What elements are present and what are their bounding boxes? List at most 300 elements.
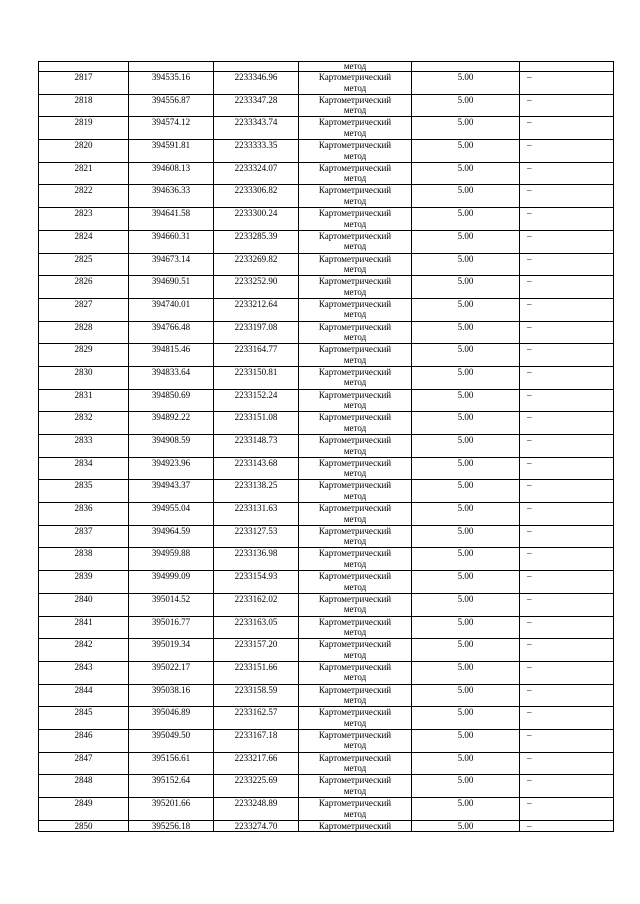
method-line-1: Картометрический: [318, 253, 392, 264]
cell-method: [299, 321, 412, 344]
cell-x: 394943.37: [129, 480, 214, 503]
table-row: [39, 72, 614, 95]
cell-y: 2233212.64: [214, 298, 299, 321]
method-line-1: Картометрический: [318, 548, 392, 559]
cell-note: –: [520, 503, 614, 526]
method-line-1: Картометрический: [318, 798, 392, 808]
cell-note: –: [520, 389, 614, 412]
method-line-1: Картометрический: [318, 72, 392, 82]
cell-y: 2233248.89: [214, 798, 299, 821]
method-line-2: метод: [343, 309, 367, 320]
cell-y: 2233127.53: [214, 525, 299, 548]
cell-y: 2233285.39: [214, 230, 299, 253]
method-line-2: метод: [343, 558, 367, 569]
cell-x: 395152.64: [129, 775, 214, 798]
table-row: [39, 616, 614, 639]
cell-y: 2233269.82: [214, 253, 299, 276]
cell-y: 2233162.57: [214, 707, 299, 730]
cell-accuracy: 5.00: [412, 253, 520, 276]
cell-note: –: [520, 412, 614, 435]
table-row: [39, 752, 614, 775]
cell-x: 395022.17: [129, 661, 214, 684]
cell-x: 394999.09: [129, 571, 214, 594]
cell-x: 395038.16: [129, 684, 214, 707]
cell-y: 2233252.90: [214, 276, 299, 299]
table-row: [39, 162, 614, 185]
table-row: [39, 412, 614, 435]
method-line-2: метод: [343, 627, 367, 637]
cell-id: 2820: [39, 140, 129, 163]
method-line-2: метод: [343, 150, 367, 161]
cell-accuracy: 5.00: [412, 366, 520, 389]
cell-accuracy: 5.00: [412, 593, 520, 616]
cell-accuracy: 5.00: [412, 389, 520, 412]
cell-id: 2844: [39, 684, 129, 707]
cell-accuracy: 5.00: [412, 457, 520, 480]
cell-id: 2827: [39, 298, 129, 321]
cell-accuracy: 5.00: [412, 752, 520, 775]
table-row: [39, 571, 614, 594]
cell-note: –: [520, 616, 614, 639]
table-row: [39, 117, 614, 140]
cell-method: [299, 798, 412, 821]
method-line-1: Картометрический: [318, 230, 392, 241]
cell-id: 2826: [39, 276, 129, 299]
cell-y: 2233333.35: [214, 140, 299, 163]
cell-note: –: [520, 548, 614, 571]
method-line-2: метод: [343, 127, 367, 138]
cell-note: –: [520, 593, 614, 616]
cell-y: 2233143.68: [214, 457, 299, 480]
cell-accuracy: 5.00: [412, 321, 520, 344]
cell-note: –: [520, 276, 614, 299]
method-line-2: метод: [343, 82, 367, 93]
table-row: [39, 775, 614, 798]
method-line-2: метод: [343, 354, 367, 365]
cell-x: 394636.33: [129, 185, 214, 208]
cell-x: 394641.58: [129, 208, 214, 231]
table-row: [39, 684, 614, 707]
cell-y: 2233148.73: [214, 435, 299, 458]
cell-note: –: [520, 72, 614, 95]
cell-y: 2233197.08: [214, 321, 299, 344]
cell-x: 394892.22: [129, 412, 214, 435]
cell-accuracy: 5.00: [412, 435, 520, 458]
cell-method: [299, 503, 412, 526]
method-line-2: метод: [343, 536, 367, 547]
method-line-1: Картометрический: [318, 593, 392, 604]
method-line-2: метод: [343, 785, 367, 796]
cell-id: 2830: [39, 366, 129, 389]
cell-y: 2233324.07: [214, 162, 299, 185]
table-row: [39, 298, 614, 321]
cell-method: [299, 684, 412, 707]
method-line-2: метод: [343, 422, 367, 433]
table-row: [39, 185, 614, 208]
cell-accuracy: 5.00: [412, 185, 520, 208]
cell-accuracy: 5.00: [412, 820, 520, 831]
cell-x: 394608.13: [129, 162, 214, 185]
cell-y: 2233152.24: [214, 389, 299, 412]
cell-method: [299, 729, 412, 752]
cell-note: –: [520, 344, 614, 367]
continuation-row: [39, 62, 614, 72]
cell-id: 2833: [39, 435, 129, 458]
cell-method: [299, 140, 412, 163]
cell-x: 394591.81: [129, 140, 214, 163]
cell-x: 394766.48: [129, 321, 214, 344]
table-row: [39, 503, 614, 526]
cell-x: 394690.51: [129, 276, 214, 299]
cell-accuracy: 5.00: [412, 616, 520, 639]
table-row: [39, 435, 614, 458]
cell-id: 2839: [39, 571, 129, 594]
table-row: [39, 480, 614, 503]
cell-method: [299, 162, 412, 185]
cell-y: 2233158.59: [214, 684, 299, 707]
method-line-2: метод: [343, 740, 367, 751]
method-line-1: Картометрический: [318, 94, 392, 105]
cell-method: [299, 298, 412, 321]
method-line-1: Картометрический: [318, 208, 392, 219]
cell-x: 394673.14: [129, 253, 214, 276]
cell-method: [299, 752, 412, 775]
cell-method: [299, 435, 412, 458]
cell-accuracy: 5.00: [412, 276, 520, 299]
cell-x: [129, 62, 214, 72]
cell-method: [299, 344, 412, 367]
method-line-1: Картометрический: [318, 752, 392, 763]
method-line-1: Картометрический: [318, 344, 392, 355]
cell-method: [299, 525, 412, 548]
cell-note: –: [520, 162, 614, 185]
cell-method: метод: [299, 62, 412, 72]
cell-id: 2824: [39, 230, 129, 253]
table-row: [39, 820, 614, 831]
cell-method: [299, 548, 412, 571]
cell-id: 2847: [39, 752, 129, 775]
cell-x: 395016.77: [129, 616, 214, 639]
cell-y: 2233136.98: [214, 548, 299, 571]
method-line-2: метод: [343, 717, 367, 728]
cell-note: –: [520, 729, 614, 752]
cell-id: 2831: [39, 389, 129, 412]
cell-id: 2846: [39, 729, 129, 752]
cell-x: 395156.61: [129, 752, 214, 775]
cell-x: 395019.34: [129, 639, 214, 662]
table-row: [39, 208, 614, 231]
coordinates-table: [38, 61, 614, 832]
cell-x: 394923.96: [129, 457, 214, 480]
method-line-1: Картометрический: [318, 276, 392, 287]
method-line-2: метод: [343, 264, 367, 274]
cell-x: 394556.87: [129, 94, 214, 117]
method-line-2: метод: [343, 173, 367, 184]
cell-id: 2819: [39, 117, 129, 140]
method-line-1: Картометрический: [318, 503, 392, 514]
cell-note: –: [520, 661, 614, 684]
cell-note: –: [520, 208, 614, 231]
cell-id: 2822: [39, 185, 129, 208]
cell-y: 2233154.93: [214, 571, 299, 594]
cell-x: 394740.01: [129, 298, 214, 321]
cell-note: –: [520, 94, 614, 117]
cell-id: 2836: [39, 503, 129, 526]
cell-method: [299, 661, 412, 684]
cell-x: 395014.52: [129, 593, 214, 616]
cell-method: [299, 366, 412, 389]
cell-x: 395046.89: [129, 707, 214, 730]
cell-id: 2832: [39, 412, 129, 435]
cell-accuracy: 5.00: [412, 72, 520, 95]
method-line-2: метод: [343, 377, 367, 388]
cell-method: [299, 593, 412, 616]
cell-note: –: [520, 571, 614, 594]
cell-x: 395256.18: [129, 820, 214, 831]
method-line-1: Картометрический: [318, 525, 392, 536]
table-row: [39, 729, 614, 752]
cell-accuracy: 5.00: [412, 298, 520, 321]
method-line-1: Картометрический: [318, 571, 392, 582]
cell-method: [299, 775, 412, 798]
cell-note: –: [520, 140, 614, 163]
method-line-2: метод: [343, 400, 367, 411]
cell-note: –: [520, 185, 614, 208]
cell-method: [299, 276, 412, 299]
table-row: [39, 548, 614, 571]
cell-id: 2817: [39, 72, 129, 95]
cell-note: –: [520, 321, 614, 344]
cell-note: –: [520, 752, 614, 775]
method-line-1: Картометрический: [318, 661, 392, 672]
cell-method: [299, 571, 412, 594]
method-line-2: метод: [343, 195, 367, 206]
method-line-1: Картометрический: [318, 117, 392, 128]
cell-y: 2233167.18: [214, 729, 299, 752]
table-row: [39, 798, 614, 821]
cell-y: 2233131.63: [214, 503, 299, 526]
cell-method: [299, 457, 412, 480]
cell-y: 2233300.24: [214, 208, 299, 231]
table-row: [39, 457, 614, 480]
method-line-2: метод: [343, 581, 367, 592]
cell-note: –: [520, 298, 614, 321]
method-line-1: Картометрический: [318, 616, 392, 627]
cell-note: –: [520, 798, 614, 821]
method-line-2: метод: [343, 445, 367, 456]
cell-note: –: [520, 457, 614, 480]
cell-accuracy: 5.00: [412, 140, 520, 163]
method-line-2: метод: [343, 604, 367, 615]
method-line-1: Картометрический: [318, 298, 392, 309]
table-row: [39, 321, 614, 344]
table-row: [39, 230, 614, 253]
cell-y: 2233343.74: [214, 117, 299, 140]
table-row: [39, 276, 614, 299]
cell-x: 394964.59: [129, 525, 214, 548]
cell-id: 2835: [39, 480, 129, 503]
cell-id: 2834: [39, 457, 129, 480]
cell-method: [299, 185, 412, 208]
cell-method: [299, 707, 412, 730]
cell-method: [299, 117, 412, 140]
method-line-1: Картометрический: [318, 435, 392, 445]
method-line-2: метод: [343, 695, 367, 706]
table-row: [39, 707, 614, 730]
cell-id: 2848: [39, 775, 129, 798]
cell-id: 2818: [39, 94, 129, 117]
cell-accuracy: 5.00: [412, 162, 520, 185]
cell-note: –: [520, 525, 614, 548]
cell-x: 394850.69: [129, 389, 214, 412]
cell-x: 394574.12: [129, 117, 214, 140]
cell-accuracy: 5.00: [412, 639, 520, 662]
cell-y: 2233347.28: [214, 94, 299, 117]
cell-x: 395201.66: [129, 798, 214, 821]
cell-note: –: [520, 117, 614, 140]
cell-accuracy: 5.00: [412, 503, 520, 526]
cell-x: 394959.88: [129, 548, 214, 571]
method-line-2: метод: [343, 672, 367, 683]
cell-method: [299, 208, 412, 231]
cell-method: [299, 230, 412, 253]
method-line-1: Картометрический: [318, 639, 392, 650]
cell-method: [299, 72, 412, 95]
method-line-1: Картометрический: [318, 707, 392, 718]
cell-id: 2829: [39, 344, 129, 367]
method-line-1: Картометрический: [318, 729, 392, 740]
cell-id: 2823: [39, 208, 129, 231]
cell-note: –: [520, 684, 614, 707]
cell-note: [520, 62, 614, 72]
cell-accuracy: [412, 62, 520, 72]
cell-x: 394908.59: [129, 435, 214, 458]
cell-y: 2233217.66: [214, 752, 299, 775]
table-row: [39, 253, 614, 276]
method-line-1: Картометрический: [318, 185, 392, 196]
cell-x: 394660.31: [129, 230, 214, 253]
cell-id: 2849: [39, 798, 129, 821]
cell-id: 2841: [39, 616, 129, 639]
cell-accuracy: 5.00: [412, 208, 520, 231]
method-line-1: Картометрический: [318, 457, 392, 468]
cell-accuracy: 5.00: [412, 117, 520, 140]
cell-id: 2838: [39, 548, 129, 571]
table-row: [39, 389, 614, 412]
cell-y: 2233274.70: [214, 820, 299, 831]
table-row: [39, 94, 614, 117]
cell-accuracy: 5.00: [412, 571, 520, 594]
table-row: [39, 140, 614, 163]
cell-method: [299, 480, 412, 503]
cell-method: [299, 389, 412, 412]
method-line-2: метод: [343, 763, 367, 774]
cell-note: –: [520, 253, 614, 276]
cell-x: 394955.04: [129, 503, 214, 526]
cell-id: 2840: [39, 593, 129, 616]
cell-accuracy: 5.00: [412, 729, 520, 752]
table-row: [39, 639, 614, 662]
method-line-1: Картометрический: [318, 480, 392, 491]
cell-id: 2845: [39, 707, 129, 730]
cell-method: [299, 412, 412, 435]
cell-accuracy: 5.00: [412, 661, 520, 684]
cell-y: 2233346.96: [214, 72, 299, 95]
cell-y: 2233225.69: [214, 775, 299, 798]
cell-id: 2837: [39, 525, 129, 548]
cell-method: [299, 639, 412, 662]
cell-note: –: [520, 707, 614, 730]
cell-accuracy: 5.00: [412, 480, 520, 503]
table-row: [39, 593, 614, 616]
cell-id: [39, 62, 129, 72]
cell-note: –: [520, 366, 614, 389]
cell-id: 2821: [39, 162, 129, 185]
cell-accuracy: 5.00: [412, 525, 520, 548]
cell-accuracy: 5.00: [412, 344, 520, 367]
cell-y: 2233151.08: [214, 412, 299, 435]
method-line-2: метод: [343, 105, 367, 116]
method-line-1: Картометрический: [318, 140, 392, 151]
method-line-2: метод: [343, 286, 367, 297]
method-line-2: метод: [343, 513, 367, 524]
cell-y: 2233151.66: [214, 661, 299, 684]
table-row: [39, 366, 614, 389]
cell-method: [299, 253, 412, 276]
method-line-2: метод: [343, 490, 367, 501]
cell-note: –: [520, 480, 614, 503]
method-line-2: метод: [343, 649, 367, 660]
cell-y: 2233138.25: [214, 480, 299, 503]
cell-x: 394833.64: [129, 366, 214, 389]
table-row: [39, 525, 614, 548]
method-line-1: Картометрический: [318, 389, 392, 400]
cell-id: 2828: [39, 321, 129, 344]
cell-note: –: [520, 775, 614, 798]
method-line-1: Картометрический: [318, 412, 392, 423]
table-row: [39, 344, 614, 367]
method-line-1: Картометрический: [318, 162, 392, 173]
method-line-2: метод: [343, 332, 367, 343]
cell-y: 2233306.82: [214, 185, 299, 208]
cell-id: 2850: [39, 820, 129, 831]
cell-note: –: [520, 820, 614, 831]
cell-accuracy: 5.00: [412, 707, 520, 730]
cell-accuracy: 5.00: [412, 775, 520, 798]
table-row: [39, 661, 614, 684]
method-line-2: метод: [343, 808, 367, 819]
cell-id: 2843: [39, 661, 129, 684]
cell-y: 2233157.20: [214, 639, 299, 662]
cell-accuracy: 5.00: [412, 94, 520, 117]
cell-y: 2233150.81: [214, 366, 299, 389]
cell-accuracy: 5.00: [412, 412, 520, 435]
cell-method: [299, 94, 412, 117]
method-line-1: Картометрический: [318, 684, 392, 695]
cell-method: Картометрический: [299, 820, 412, 831]
cell-x: 394815.46: [129, 344, 214, 367]
method-line-1: Картометрический: [318, 775, 392, 786]
cell-accuracy: 5.00: [412, 548, 520, 571]
method-line-2: метод: [343, 241, 367, 252]
cell-y: 2233164.77: [214, 344, 299, 367]
cell-note: –: [520, 639, 614, 662]
method-line-2: метод: [343, 468, 367, 479]
cell-id: 2842: [39, 639, 129, 662]
cell-y: 2233162.02: [214, 593, 299, 616]
method-line-1: Картометрический: [318, 321, 392, 332]
method-line-2: метод: [343, 218, 367, 229]
